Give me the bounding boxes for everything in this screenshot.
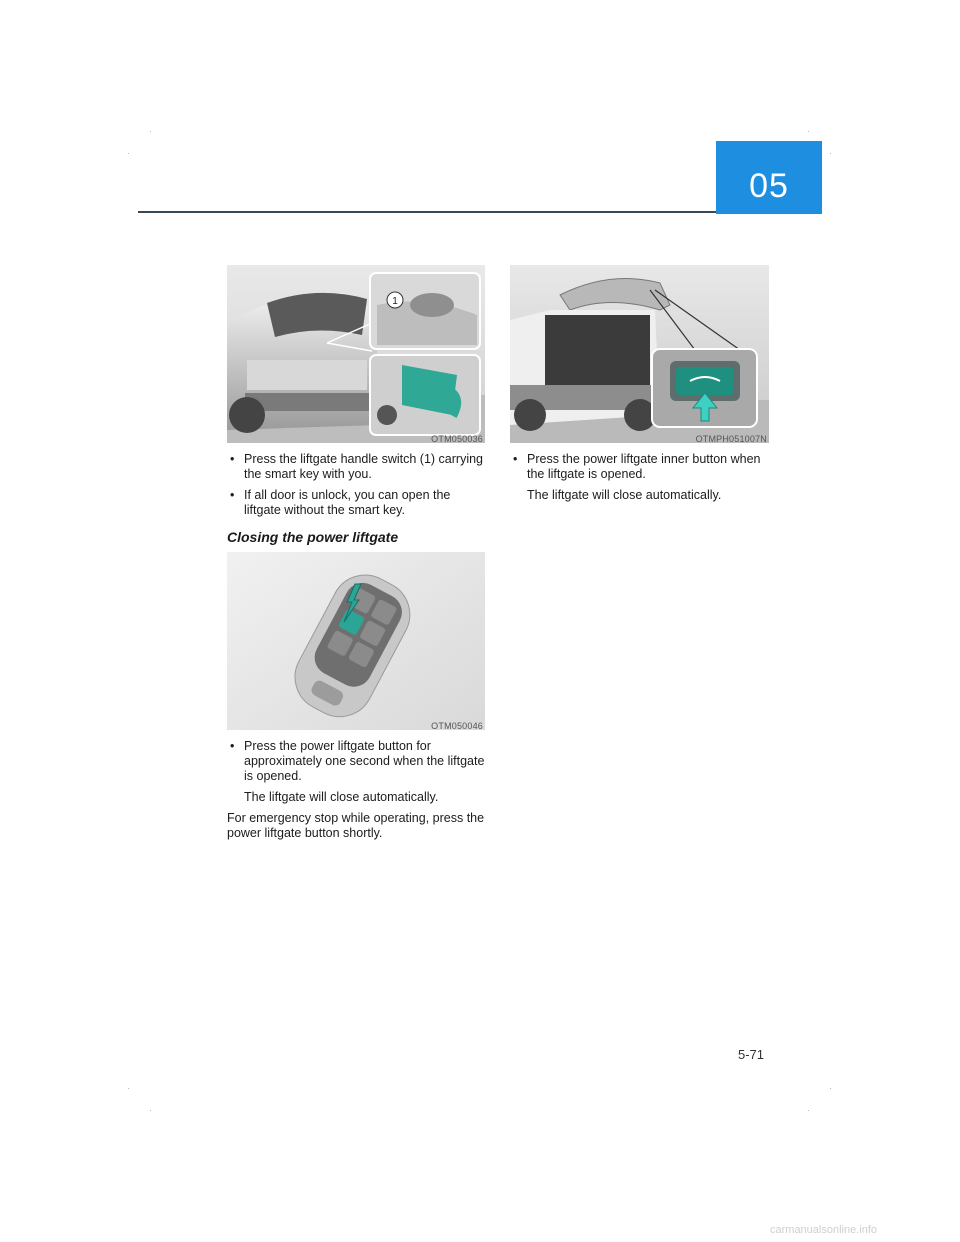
figure-smart-key <box>227 552 485 730</box>
bullet-item: • Press the power liftgate button for approximately one second when the liftgate is opened. <box>230 739 485 783</box>
crop-mark <box>808 1110 809 1111</box>
watermark: carmanualsonline.info <box>770 1224 878 1236</box>
bullet-item: • Press the liftgate handle switch (1) carrying the smart key with you. <box>230 452 483 481</box>
callout-number: 1 <box>392 296 398 307</box>
open-liftgate-illustration <box>510 265 769 443</box>
smart-key-illustration <box>227 552 485 730</box>
crop-mark <box>830 1088 831 1089</box>
figure-code: OTM050046 <box>431 721 483 730</box>
chapter-tab: 05 <box>716 141 822 214</box>
bullet-note: The liftgate will close automatically. <box>244 790 439 804</box>
bullet-item: • Press the power liftgate inner button when the liftgate is opened. <box>513 452 761 481</box>
bullet-note: The liftgate will close automatically. <box>527 488 722 502</box>
left-column-open-text <box>227 452 489 524</box>
figure-code: OTMPH051007N <box>695 434 767 443</box>
figure-liftgate-handle <box>227 265 485 443</box>
figure-liftgate-inner-button <box>510 265 769 443</box>
section-heading: Closing the power liftgate <box>227 529 399 545</box>
car-rear-illustration <box>227 265 485 443</box>
header-rule <box>138 211 716 213</box>
emergency-paragraph: For emergency stop while operating, press the power liftgate button shortly. <box>227 811 485 840</box>
page-number: 5-71 <box>738 1047 765 1062</box>
crop-mark <box>830 153 831 154</box>
left-column-close-text <box>227 739 489 841</box>
bullet-item: • If all door is unlock, you can open the liftgate without the smart key. <box>230 488 451 517</box>
crop-mark <box>150 1110 151 1111</box>
right-column-text <box>510 452 772 509</box>
crop-mark <box>150 131 151 132</box>
crop-mark <box>128 153 129 154</box>
crop-mark <box>128 1088 129 1089</box>
crop-mark <box>808 131 809 132</box>
figure-code: OTM050036 <box>431 434 483 443</box>
